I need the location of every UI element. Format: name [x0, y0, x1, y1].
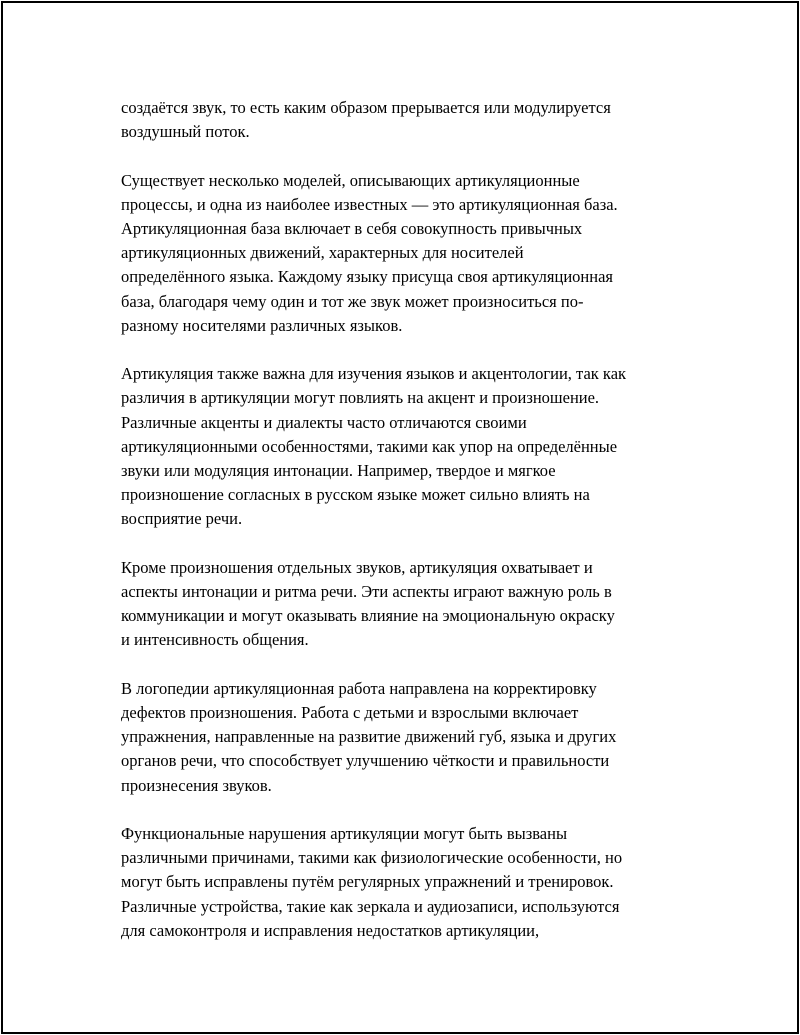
text-line: Кроме произношения отдельных звуков, артикуляция охватывает и: [121, 557, 593, 577]
paragraph-6: [121, 822, 696, 943]
text-line: Артикуляция также важна для изучения языков и акцентологии, так как: [121, 364, 627, 384]
document-body: [121, 96, 696, 967]
paragraph-5: [121, 677, 696, 798]
text-line: артикуляционными особенностями, такими как упор на определённые: [121, 436, 618, 456]
text-line: В логопедии артикуляционная работа направлена на корректировку: [121, 678, 597, 698]
text-line: упражнения, направленные на развитие движений губ, языка и других: [121, 727, 617, 747]
text-line: создаётся звук, то есть каким образом прерывается или модулируется: [121, 98, 611, 117]
paragraph-2: [121, 169, 696, 338]
page-frame: [1, 1, 799, 1034]
text-line: воздушный поток.: [121, 122, 250, 142]
text-line: Существует несколько моделей, описывающих артикуляционные: [121, 170, 580, 190]
paragraph-3: [121, 362, 696, 531]
text-line: Различные устройства, такие как зеркала и аудиозаписи, используются: [121, 896, 620, 916]
text-line: процессы, и одна из наиболее известных — это артикуляционная база.: [121, 194, 618, 214]
text-line: произнесения звуков.: [121, 775, 272, 795]
text-line: органов речи, что способствует улучшению чёткости и правильности: [121, 751, 610, 771]
text-line: Различные акценты и диалекты часто отличаются своими: [121, 412, 527, 432]
paragraph-1: [121, 96, 696, 144]
text-line: Функциональные нарушения артикуляции могут быть вызваны: [121, 824, 568, 844]
text-line: восприятие речи.: [121, 509, 243, 529]
text-line: база, благодаря чему один и тот же звук может произноситься по-: [121, 291, 584, 311]
paragraph-4: [121, 556, 696, 653]
text-line: звуки или модуляция интонации. Например, твердое и мягкое: [121, 461, 556, 481]
text-line: дефектов произношения. Работа с детьми и взрослыми включает: [121, 703, 579, 723]
text-line: разному носителями различных языков.: [121, 315, 403, 335]
text-line: для самоконтроля и исправления недостатков артикуляции,: [121, 920, 540, 940]
text-line: произношение согласных в русском языке может сильно влиять на: [121, 485, 590, 505]
text-line: могут быть исправлены путём регулярных упражнений и тренировок.: [121, 872, 614, 892]
text-line: различными причинами, такими как физиологические особенности, но: [121, 848, 623, 868]
text-line: аспекты интонации и ритма речи. Эти аспекты играют важную роль в: [121, 582, 612, 602]
text-line: различия в артикуляции могут повлиять на акцент и произношение.: [121, 388, 600, 408]
text-line: определённого языка. Каждому языку присуща своя артикуляционная: [121, 267, 613, 287]
text-line: и интенсивность общения.: [121, 630, 309, 650]
text-line: коммуникации и могут оказывать влияние на эмоциональную окраску: [121, 606, 615, 626]
text-line: артикуляционных движений, характерных для носителей: [121, 243, 524, 263]
text-line: Артикуляционная база включает в себя совокупность привычных: [121, 219, 583, 238]
